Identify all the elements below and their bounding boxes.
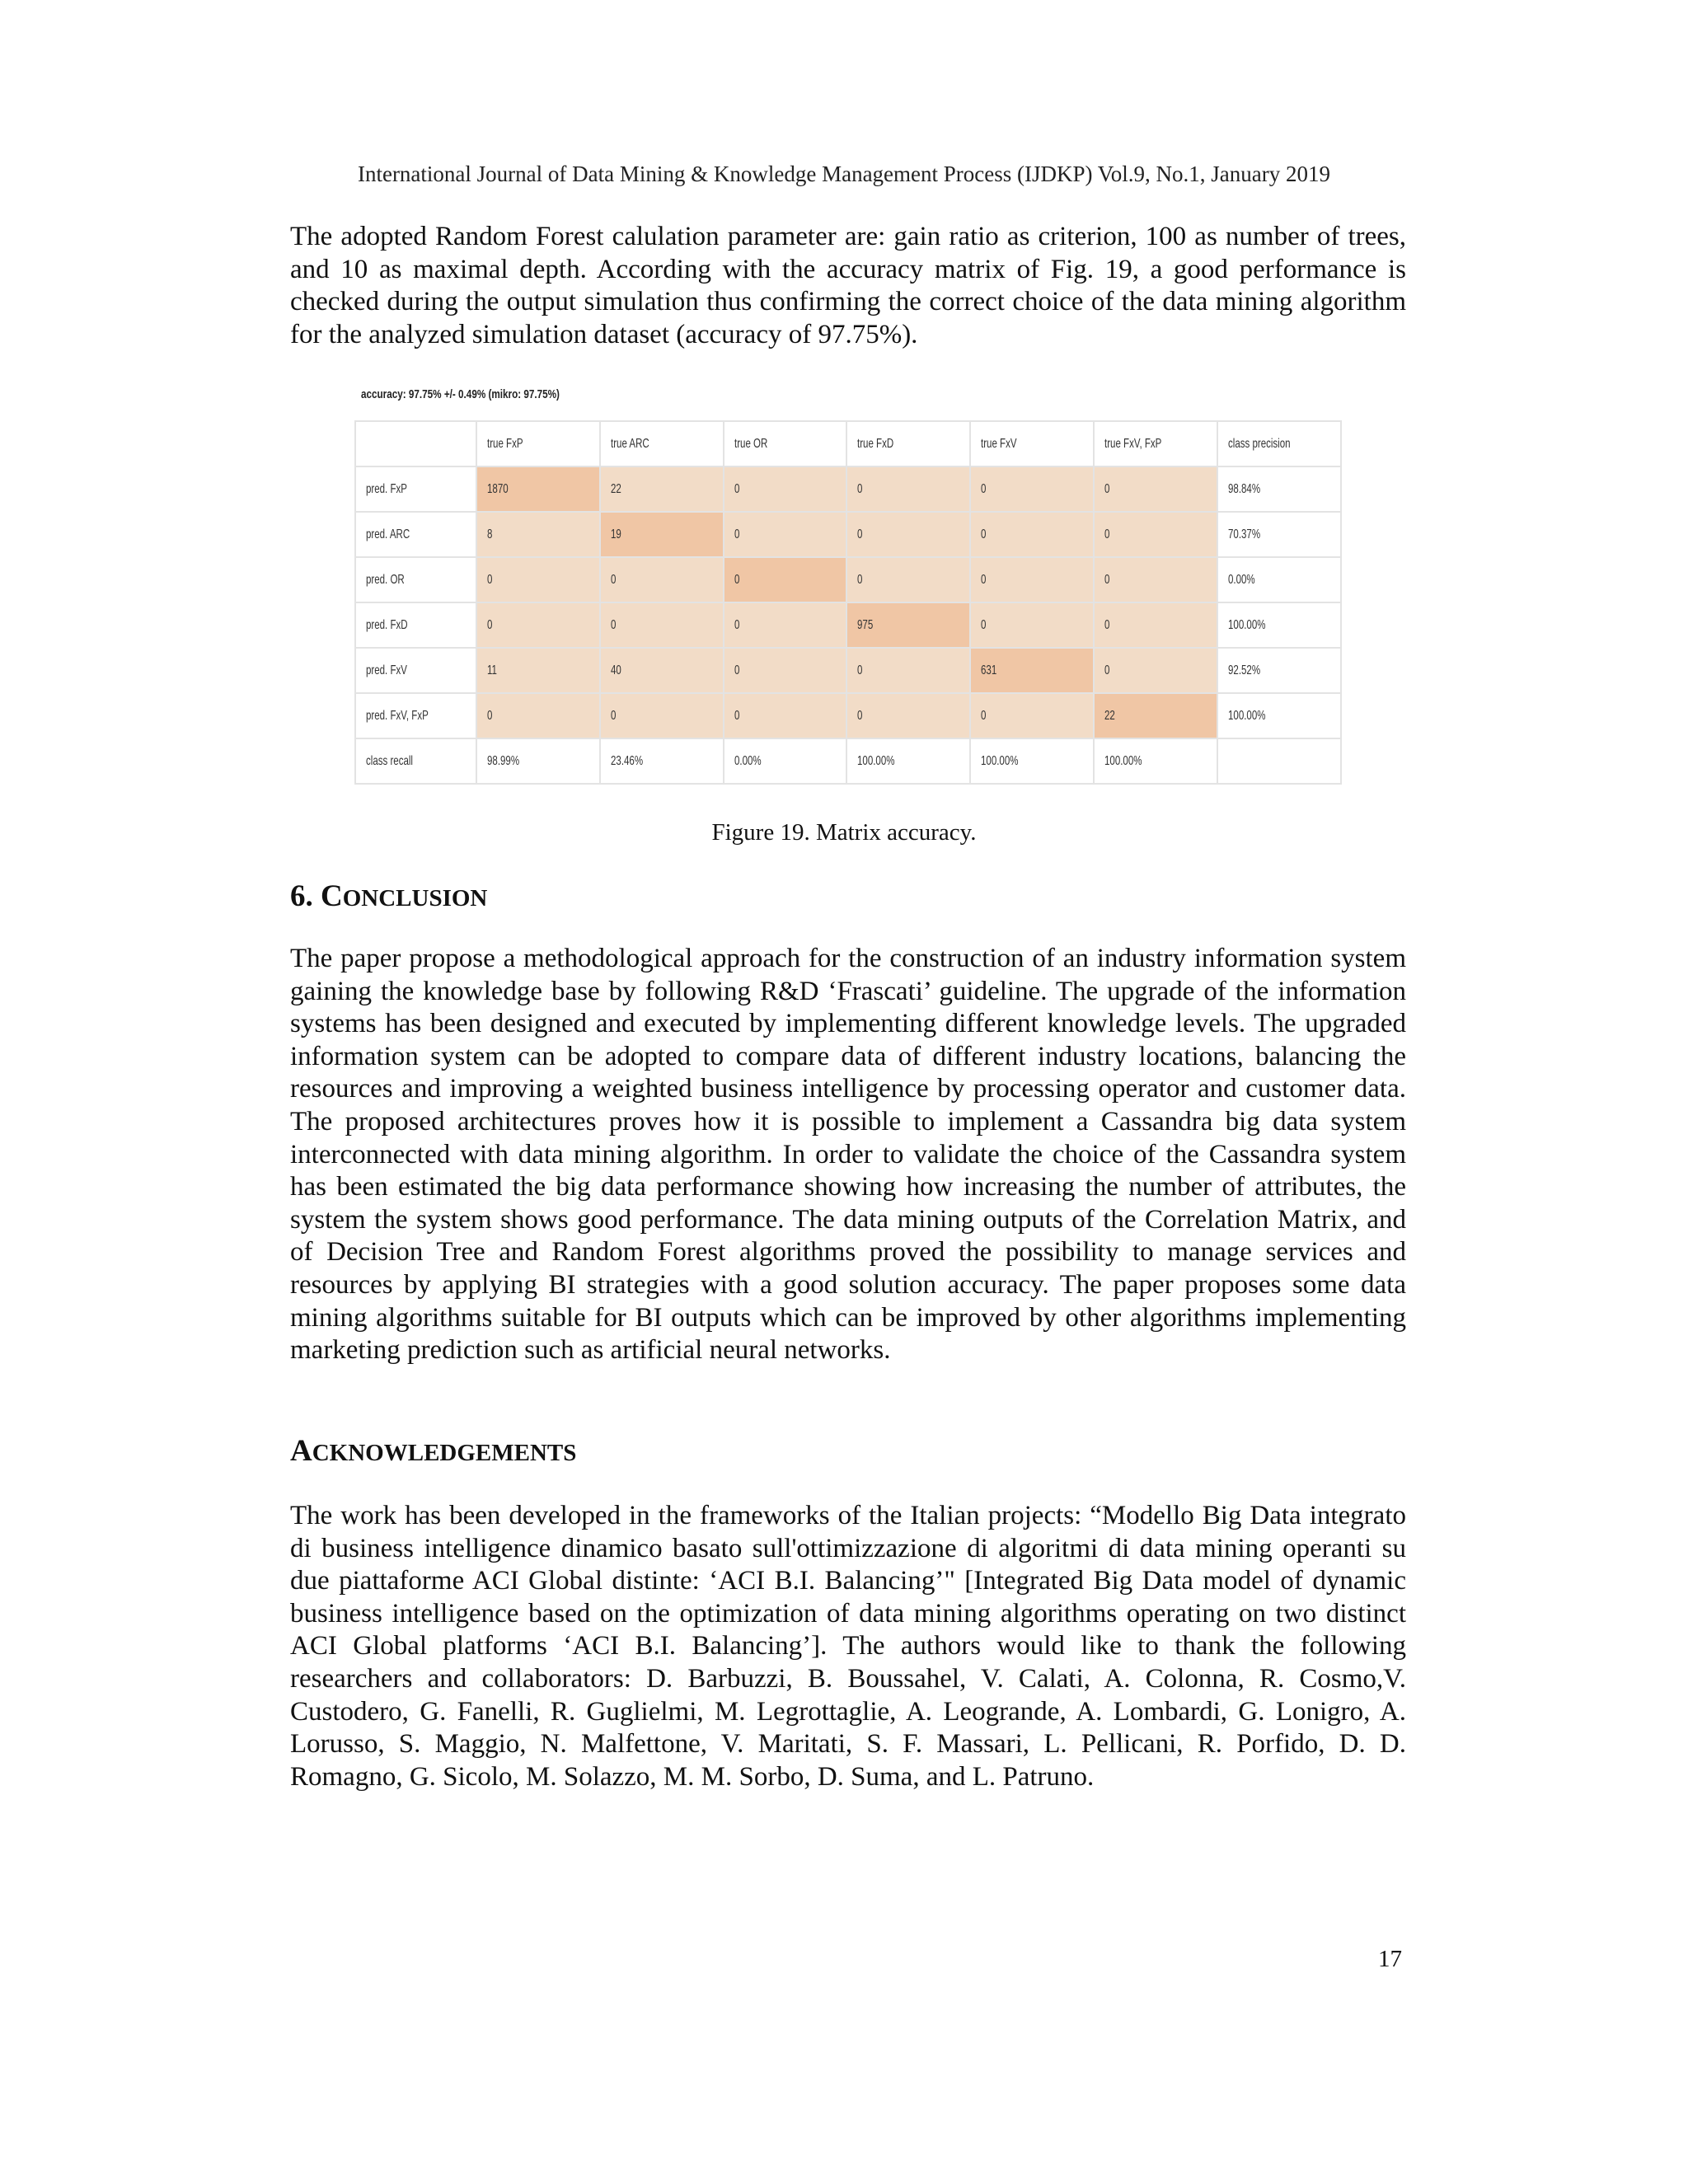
matrix-cell	[970, 648, 1094, 693]
matrix-cell-text: 0	[857, 572, 863, 587]
matrix-cell-text: 0	[981, 481, 987, 496]
matrix-cell	[476, 648, 600, 693]
matrix-header-cell	[476, 421, 600, 466]
ack-rest: CKNOWLEDGEMENTS	[312, 1440, 577, 1466]
matrix-row	[355, 693, 1341, 738]
matrix-header-cell	[846, 421, 970, 466]
matrix-cell-text: 100.00%	[1228, 617, 1266, 632]
matrix-cell-text: 0.00%	[734, 753, 762, 768]
matrix-cell	[600, 557, 724, 602]
matrix-cell-text: true FxD	[857, 436, 894, 451]
matrix-cell	[846, 738, 970, 784]
matrix-cell-text: 23.46%	[610, 753, 643, 768]
matrix-cell-text: 631	[981, 663, 997, 677]
matrix-cell	[600, 512, 724, 557]
matrix-cell-text: true OR	[734, 436, 767, 451]
matrix-cell	[846, 693, 970, 738]
matrix-header-cell	[724, 421, 847, 466]
matrix-row	[355, 512, 1341, 557]
matrix-row	[355, 738, 1341, 784]
matrix-cell-text: pred. FxD	[366, 617, 408, 632]
matrix-cell-text: 98.84%	[1228, 481, 1261, 496]
matrix-row-label	[355, 738, 476, 784]
matrix-cell	[1217, 557, 1341, 602]
matrix-cell	[724, 648, 847, 693]
matrix-cell	[724, 738, 847, 784]
matrix-cell	[1217, 693, 1341, 738]
matrix-cell-text: 100.00%	[857, 753, 895, 768]
matrix-cell-text: 0	[734, 527, 740, 541]
matrix-cell-text: 0	[486, 708, 493, 723]
conclusion-rest: ONCLUSION	[342, 885, 488, 912]
matrix-cell	[970, 602, 1094, 648]
matrix-cell-text: class recall	[366, 753, 413, 768]
matrix-cell-text: pred. ARC	[366, 527, 410, 541]
conclusion-paragraph: The paper propose a methodological approach for the construction of an industry information system gaining the knowledge base by following R&D ‘Frascati’ guideline. The upgrade of the information systems has been designed and executed by implementing different knowledge levels. The upgraded information system can be adopted to compare data of different industry locations, balancing the resources and improving a weighted business intelligence by processing operator and customer data. The proposed architectures proves how it is possible to implement a Cassandra big data system interconnected with data mining algorithm. In order to validate the choice of the Cassandra system has been estimated the big data performance showing how increasing the number of attributes, the system the system shows good performance. The data mining outputs of the Correlation Matrix, and of Decision Tree and Random Forest algorithms proved the possibility to manage services and resources by applying BI strategies with a good solution accuracy. The paper proposes some data mining algorithms suitable for BI outputs which can be improved by other algorithms implementing marketing prediction such as artificial neural networks.	[290, 944, 1406, 1366]
matrix-cell	[846, 602, 970, 648]
matrix-cell	[600, 466, 724, 512]
matrix-cell-text: pred. FxV	[366, 663, 407, 677]
matrix-cell	[724, 602, 847, 648]
matrix-row	[355, 602, 1341, 648]
matrix-cell	[600, 602, 724, 648]
matrix-cell	[600, 693, 724, 738]
matrix-row-label	[355, 466, 476, 512]
matrix-cell-text: 0	[610, 708, 617, 723]
matrix-cell	[970, 557, 1094, 602]
figure-caption: Figure 19. Matrix accuracy.	[711, 819, 977, 846]
matrix-cell	[1217, 512, 1341, 557]
matrix-cell-text: 0	[734, 481, 740, 496]
matrix-cell-text: 0	[734, 572, 740, 587]
matrix-cell	[1094, 466, 1217, 512]
matrix-cell-text: 22	[610, 481, 621, 496]
matrix-cell-text: 0	[1104, 663, 1110, 677]
matrix-cell	[1217, 648, 1341, 693]
matrix-cell-text: class precision	[1228, 436, 1291, 451]
ack-initial: A	[290, 1434, 312, 1468]
matrix-cell-text: 19	[610, 527, 621, 541]
acknowledgements-paragraph: The work has been developed in the frameworks of the Italian projects: “Modello Big Data integrato di business intelligence dinamico basato sull'ottimizzazione di algoritmi di data mining operanti su due piattaforme ACI Global distinte: ‘ACI B.I. Balancing’" [Integrated Big Data model of dynamic business intelligence based on the optimization of data mining algorithms operating on two distinct ACI Global platforms ‘ACI B.I. Balancing’]. The authors would like to thank the following researchers and collaborators: D. Barbuzzi, B. Boussahel, V. Calati, A. Colonna, R. Cosmo,V. Custodero, G. Fanelli, R. Guglielmi, M. Legrottaglie, A. Leogrande, A. Lombardi, G. Lonigro, A. Lorusso, S. Maggio, N. Malfettone, V. Maritati, S. F. Massari, L. Pellicani, R. Porfido, D. D. Romagno, G. Sicolo, M. Solazzo, M. M. Sorbo, D. Suma, and L. Patruno.	[290, 1501, 1406, 1792]
matrix-cell	[846, 466, 970, 512]
matrix-cell-text: 40	[610, 663, 621, 677]
matrix-cell	[970, 466, 1094, 512]
matrix-cell-text: 0	[857, 663, 863, 677]
matrix-row-label	[355, 602, 476, 648]
matrix-cell-text: true FxV, FxP	[1104, 436, 1162, 451]
matrix-cell-text: 0	[981, 572, 987, 587]
matrix-cell	[724, 557, 847, 602]
matrix-cell	[846, 557, 970, 602]
matrix-cell-text: 0	[734, 663, 740, 677]
matrix-cell	[476, 602, 600, 648]
matrix-cell-text: 0	[1104, 617, 1110, 632]
matrix-header-cell	[600, 421, 724, 466]
matrix-cell-text: 0	[981, 708, 987, 723]
matrix-cell	[476, 466, 600, 512]
matrix-cell	[1094, 512, 1217, 557]
matrix-cell-text: 0	[486, 572, 493, 587]
matrix-cell-text: 0	[610, 617, 617, 632]
matrix-row	[355, 466, 1341, 512]
conclusion-heading	[290, 879, 487, 914]
page-number: 17	[1378, 1946, 1402, 1972]
matrix-cell	[600, 648, 724, 693]
matrix-cell	[846, 512, 970, 557]
conclusion-initial: C	[321, 879, 343, 913]
matrix-cell-text: 8	[486, 527, 493, 541]
matrix-cell-text: 0	[857, 481, 863, 496]
matrix-cell	[970, 512, 1094, 557]
matrix-cell-text: 100.00%	[981, 753, 1019, 768]
matrix-cell	[970, 693, 1094, 738]
matrix-cell	[724, 466, 847, 512]
matrix-cell-text: 1870	[486, 481, 509, 496]
matrix-header-cell	[1217, 421, 1341, 466]
matrix-cell	[476, 512, 600, 557]
matrix-cell	[476, 738, 600, 784]
matrix-cell-text: 0	[1104, 527, 1110, 541]
matrix-cell-text: 975	[857, 617, 874, 632]
matrix-cell-text: 0	[734, 617, 740, 632]
matrix-cell	[724, 512, 847, 557]
conclusion-number: 6.	[290, 879, 321, 913]
matrix-cell	[600, 738, 724, 784]
matrix-row	[355, 557, 1341, 602]
matrix-cell-text: 0	[981, 617, 987, 632]
matrix-cell	[1094, 648, 1217, 693]
matrix-row-label	[355, 557, 476, 602]
matrix-cell-text: 92.52%	[1228, 663, 1261, 677]
matrix-header-cell	[970, 421, 1094, 466]
matrix-cell-text: 98.99%	[486, 753, 520, 768]
matrix-cell-text: true ARC	[610, 436, 649, 451]
matrix-cell	[1217, 602, 1341, 648]
matrix-cell-text: 100.00%	[1228, 708, 1266, 723]
journal-header: International Journal of Data Mining & Knowledge Management Process (IJDKP) Vol.9, No.1, January 2019	[357, 162, 1331, 186]
matrix-cell	[970, 738, 1094, 784]
matrix-row-label	[355, 512, 476, 557]
accuracy-label: accuracy: 97.75% +/- 0.49% (mikro: 97.75%)	[361, 387, 560, 401]
matrix-row-label	[355, 693, 476, 738]
matrix-cell-text: 0	[981, 527, 987, 541]
acknowledgements-heading	[290, 1433, 576, 1469]
matrix-cell-text: 0	[857, 527, 863, 541]
matrix-cell	[724, 693, 847, 738]
matrix-cell	[1094, 738, 1217, 784]
matrix-cell-text: true FxV	[981, 436, 1017, 451]
matrix-cell	[1217, 466, 1341, 512]
matrix-cell-text: 0	[486, 617, 493, 632]
matrix-cell	[1094, 557, 1217, 602]
confusion-matrix	[354, 420, 1342, 785]
matrix-cell-text: 11	[486, 663, 497, 677]
matrix-row	[355, 648, 1341, 693]
matrix-cell	[476, 557, 600, 602]
matrix-cell-text: pred. OR	[366, 572, 405, 587]
matrix-cell-text: 70.37%	[1228, 527, 1261, 541]
matrix-header-row	[355, 421, 1341, 466]
matrix-cell	[846, 648, 970, 693]
matrix-cell	[476, 693, 600, 738]
matrix-header-cell	[355, 421, 476, 466]
matrix-cell	[1094, 693, 1217, 738]
intro-paragraph: The adopted Random Forest calulation parameter are: gain ratio as criterion, 100 as number of trees, and 10 as maximal depth. According with the accuracy matrix of Fig. 19, a good performance is checked during the output simulation thus confirming the correct choice of the data mining algorithm for the analyzed simulation dataset (accuracy of 97.75%).	[290, 222, 1406, 349]
matrix-cell-text: 0	[610, 572, 617, 587]
matrix-cell-text: 0	[734, 708, 740, 723]
matrix-cell-text: 100.00%	[1104, 753, 1142, 768]
matrix-cell-text: 0	[1104, 572, 1110, 587]
matrix-cell	[1094, 602, 1217, 648]
matrix-cell-text: 0	[857, 708, 863, 723]
matrix-cell-text: true FxP	[486, 436, 523, 451]
matrix-cell-text: 0.00%	[1228, 572, 1255, 587]
matrix-row-label	[355, 648, 476, 693]
matrix-header-cell	[1094, 421, 1217, 466]
matrix-cell-text: pred. FxP	[366, 481, 407, 496]
matrix-cell	[1217, 738, 1341, 784]
matrix-cell-text: 22	[1104, 708, 1115, 723]
matrix-cell-text: 0	[1104, 481, 1110, 496]
matrix-cell-text: pred. FxV, FxP	[366, 708, 429, 723]
